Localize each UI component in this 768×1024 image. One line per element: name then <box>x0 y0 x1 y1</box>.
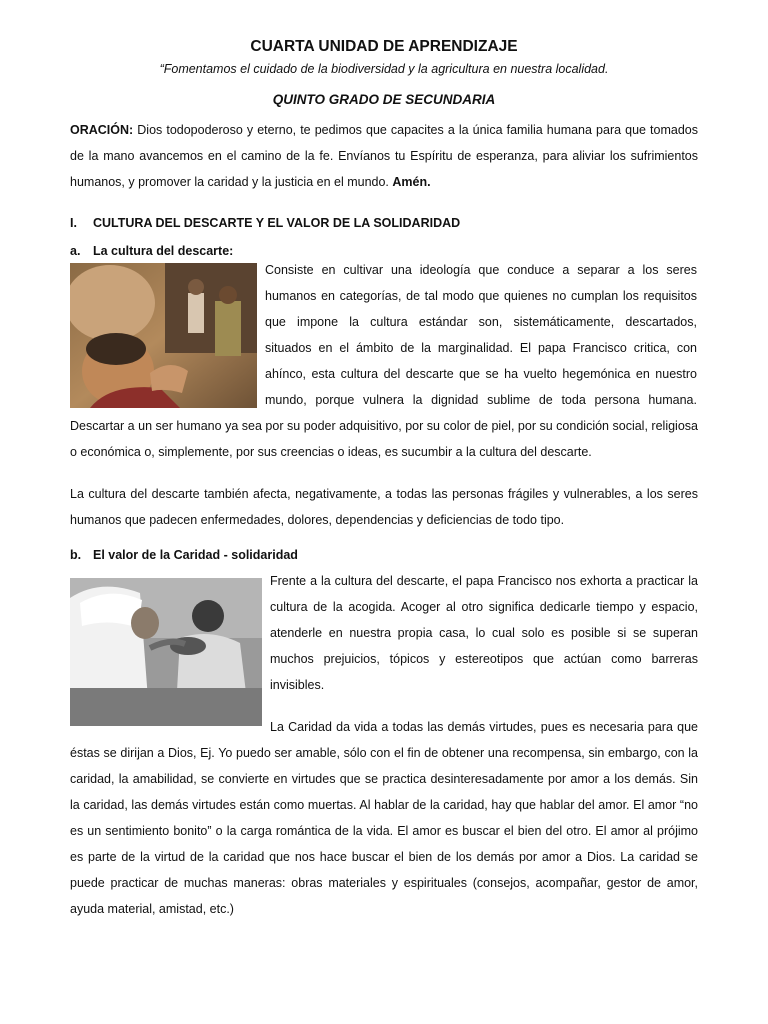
wrap-line: que impone la cultura estándar son, sistemáticamente, descartados, <box>265 315 697 329</box>
wrap-line: ahínco, esta cultura del descarte que se ha vuelto hegemónica en nuestro <box>265 367 697 381</box>
prayer-paragraph <box>70 117 698 195</box>
wrap-line: humanos en categorías, de tal modo que quienes no cumplan los requisitos <box>265 289 697 303</box>
prayer-closing: Amén. <box>392 175 431 189</box>
subsection-a-title: La cultura del descarte: <box>93 244 234 258</box>
crying-child-photo <box>70 263 257 408</box>
subsection-b-paragraph-1: Frente a la cultura del descarte, el papa Francisco nos exhorta a practicar la cultura de la acogida. Acoger al otro significa dedicarle tiempo y espacio, atenderle en nuestra propia casa, lo cual solo es posible si se superan muchos prejuicios, tópicos y estereotipos que actúan como barreras invisibles. <box>270 574 698 692</box>
subsection-b-title: El valor de la Caridad - solidaridad <box>93 548 298 562</box>
subsection-b-paragraph-2-first-line: La Caridad da vida a todas las demás virtudes, pues es necesaria para que <box>270 720 698 734</box>
section-1-numeral: I. <box>70 216 77 230</box>
wrap-line: mundo, porque vulnera la dignidad sublime de toda persona humana. <box>265 393 697 407</box>
unit-title: CUARTA UNIDAD DE APRENDIZAJE <box>250 38 518 55</box>
subsection-b-letter: b. <box>70 548 82 562</box>
subsection-a-paragraph-2: La cultura del descarte también afecta, negativamente, a todas las personas frágiles y vulnerables, a los seres humanos que padecen enfermedades, dolores, dependencias y deficiencias de todo tipo. <box>70 487 698 527</box>
subsection-a-letter: a. <box>70 244 81 258</box>
prayer-label: ORACIÓN: <box>70 123 134 137</box>
unit-subtitle: “Fomentamos el cuidado de la biodiversidad y la agricultura en nuestra localidad. <box>159 62 609 76</box>
prayer-text: Dios todopoderoso y eterno, te pedimos que capacites a la única familia humana para que tomados de la mano avancemos en el camino de la fe. Envíanos tu Espíritu de esperanza, para aliviar los sufrimientos humanos, y promover la caridad y la justicia en el mundo. <box>70 123 698 189</box>
caregiver-feeding-child-photo <box>70 578 262 726</box>
wrap-line: situados en el ámbito de la marginalidad. El papa Francisco critica, con <box>265 341 697 355</box>
wrap-line: Consiste en cultivar una ideología que conduce a separar a los seres <box>265 263 697 277</box>
grade-title: QUINTO GRADO DE SECUNDARIA <box>272 92 496 107</box>
section-1-title: CULTURA DEL DESCARTE Y EL VALOR DE LA SOLIDARIDAD <box>93 216 461 230</box>
subsection-b-paragraph-2: éstas se dirijan a Dios, Ej. Yo puedo ser amable, sólo con el fin de obtener una recompensa, sin embargo, con la caridad, la amabilidad, se convierte en virtudes que se practica desinteresadamente por amor a los demás. Sin la caridad, las demás virtudes están como muertas. Al hablar de la caridad, hay que hablar del amor. El amor “no es un sentimiento bonito” o la carga romántica de la vida. El amor es buscar el bien del otro. El amor al prójimo es parte de la virtud de la caridad que nos hace buscar el bien de los demás por amor a Dios. La caridad se puede practicar de muchas maneras: obras materiales y espirituales (consejos, acompañar, gestor de amor, ayuda material, amistad, etc.) <box>70 746 698 916</box>
subsection-a-paragraph-tail: Descartar a un ser humano ya sea por su poder adquisitivo, por su color de piel, por su condición social, religiosa o económica o, simplemente, por sus creencias o ideas, es sucumbir a la cultura del descarte. <box>70 419 698 459</box>
